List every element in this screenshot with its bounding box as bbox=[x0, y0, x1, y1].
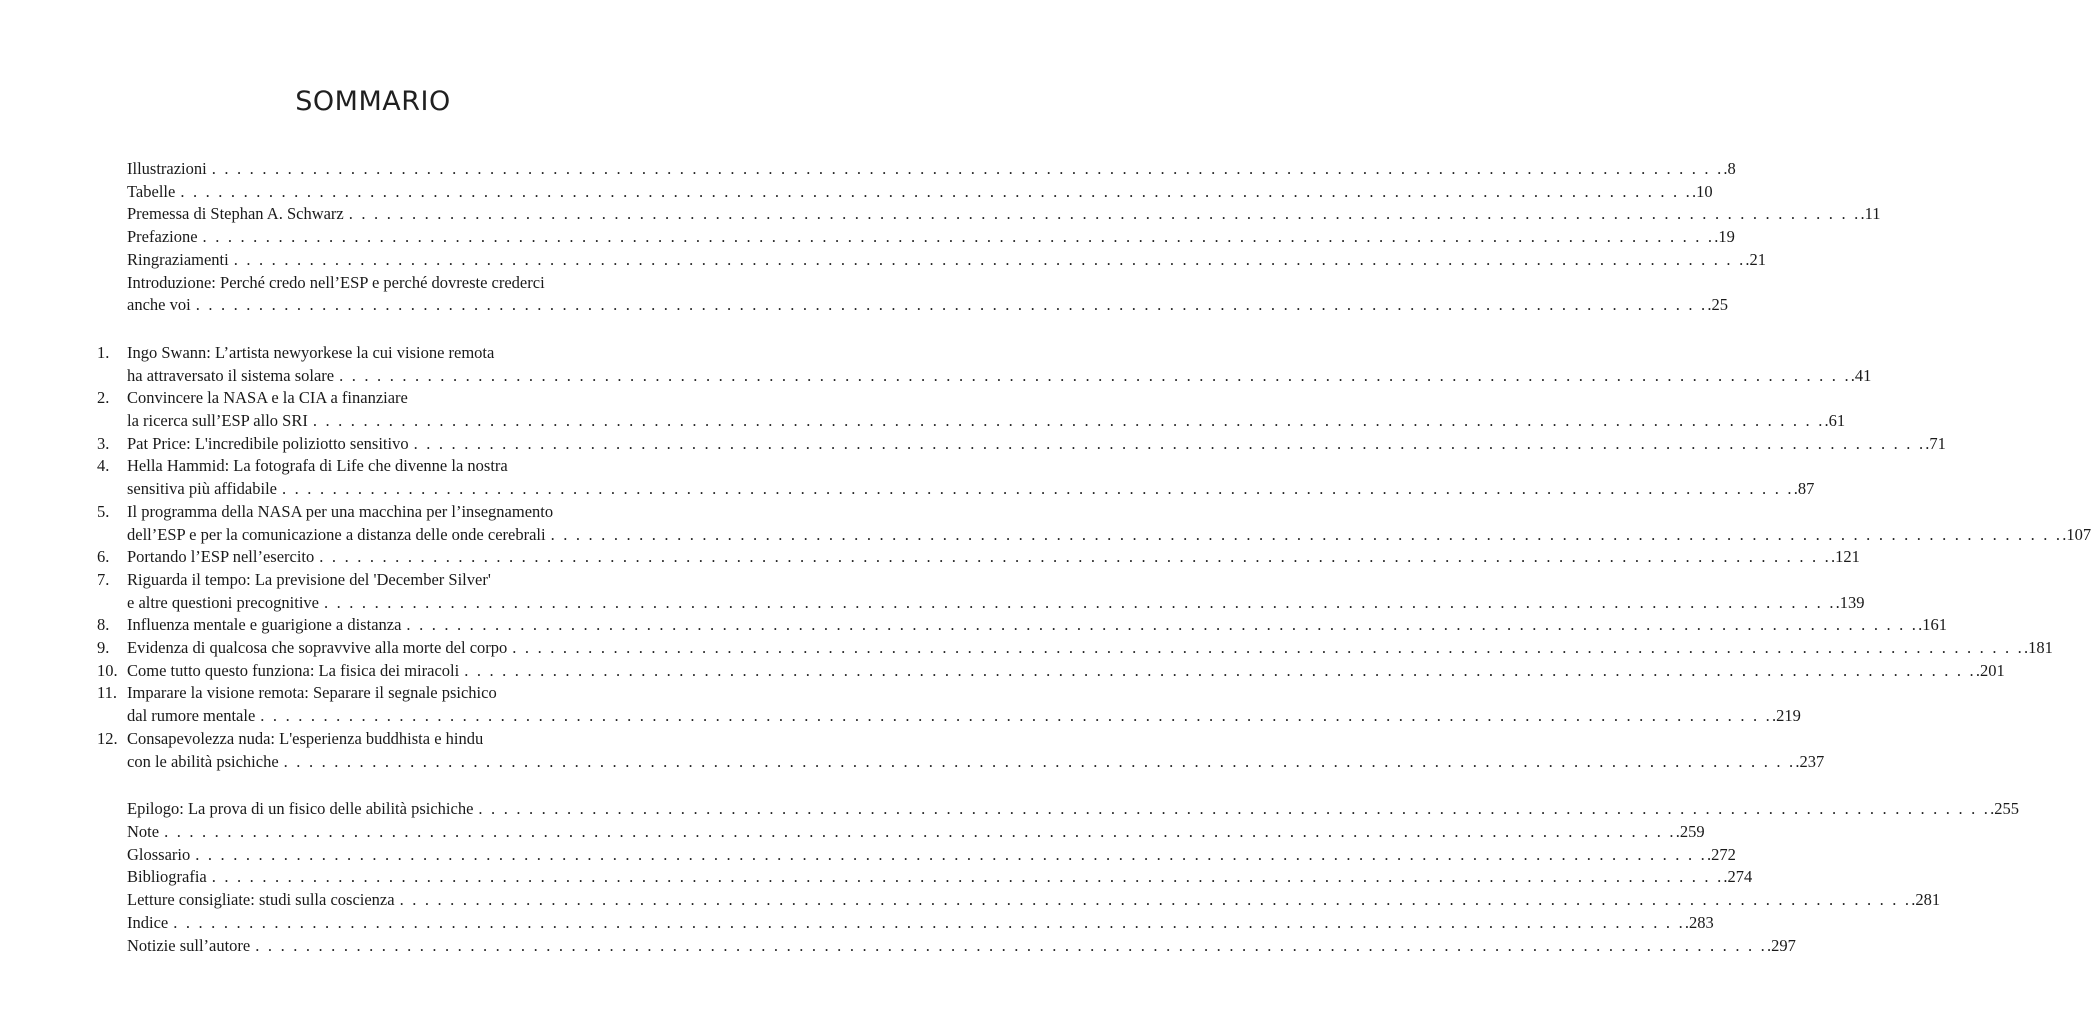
entry-line bbox=[127, 614, 1947, 637]
chapters-section bbox=[0, 342, 2091, 773]
toc-entry bbox=[127, 203, 1881, 226]
dot-leader: . . . . . . . . . . . . . . . . . . . . . . . . . . . . . . . . . . . . . . . . . . . . . . . . . . . . . . . . . . . . . . . . . . . . . . . . . . . . . . . . . . . . . . . . . . . . . . . . . . . . . . . . . . . . . . . . . . . . . . . . bbox=[282, 479, 1794, 499]
dot-leader: . . . . . . . . . . . . . . . . . . . . . . . . . . . . . . . . . . . . . . . . . . . . . . . . . . . . . . . . . . . . . . . . . . . . . . . . . . . . . . . . . . . . . . . . . . . . . . . . . . . . . . . . . . . . . . . . . . . . . . . . bbox=[164, 821, 1676, 841]
page-number: .107 bbox=[2062, 524, 2091, 544]
toc-entry bbox=[97, 501, 2091, 546]
entry-title-line: Portando l’ESP nell’esercito bbox=[127, 547, 315, 567]
entry-title-line: Premessa di Stephan A. Schwarz bbox=[127, 204, 344, 224]
page-number: .283 bbox=[1684, 912, 1714, 932]
entry-line bbox=[127, 935, 1796, 958]
toc-entry bbox=[127, 798, 2019, 821]
toc-entry bbox=[127, 272, 1728, 317]
toc-entry bbox=[127, 866, 1753, 889]
entry-line bbox=[127, 751, 1825, 774]
entry-title-line: Illustrazioni bbox=[127, 159, 207, 178]
page-number: .19 bbox=[1714, 227, 1735, 247]
page-title: SOMMARIO bbox=[295, 86, 451, 117]
page-number: .61 bbox=[1824, 411, 1846, 431]
entry-title-line: Ingo Swann: L’artista newyorkese la cui visione remota bbox=[127, 342, 495, 362]
page-number: .237 bbox=[1795, 751, 1825, 771]
chapter-number: 1. bbox=[97, 342, 110, 362]
section-spacer bbox=[0, 773, 707, 798]
page-number: .255 bbox=[1990, 799, 2019, 819]
entry-line bbox=[127, 866, 1753, 889]
entry-title-line: ha attraversato il sistema solare bbox=[127, 365, 335, 385]
entry-line bbox=[127, 365, 1872, 388]
entry-title-line: Hella Hammid: La fotografa di Life che divenne la nostra bbox=[127, 456, 508, 476]
toc-entry bbox=[97, 342, 1872, 387]
dot-leader: . . . . . . . . . . . . . . . . . . . . . . . . . . . . . . . . . . . . . . . . . . . . . . . . . . . . . . . . . . . . . . . . . . . . . . . . . . . . . . . . . . . . . . . . . . . . . . . . . . . . . . . . . . . . . . . . . . . . . . . . bbox=[202, 227, 1715, 247]
entry-line bbox=[127, 226, 1735, 249]
entry-title-line: Riguarda il tempo: La previsione del 'December Silver' bbox=[127, 569, 491, 589]
chapter-number: 6. bbox=[97, 547, 110, 567]
page-number: .274 bbox=[1723, 867, 1753, 887]
entry-line bbox=[127, 181, 1713, 204]
entry-line bbox=[127, 889, 1941, 912]
entry-title-line: Glossario bbox=[127, 844, 191, 864]
page-number: .11 bbox=[1860, 204, 1881, 224]
entry-title-line: Ringraziamenti bbox=[127, 249, 229, 269]
entry-title-line: Note bbox=[127, 821, 160, 841]
entry-line bbox=[127, 705, 1801, 728]
entry-line bbox=[127, 478, 1815, 501]
entry-line bbox=[127, 637, 2053, 660]
dot-leader: . . . . . . . . . . . . . . . . . . . . . . . . . . . . . . . . . . . . . . . . . . . . . . . . . . . . . . . . . . . . . . . . . . . . . . . . . . . . . . . . . . . . . . . . . . . . . . . . . . . . . . . . . . . . . . . . . . . . . . . . bbox=[339, 365, 1851, 385]
entry-title-line: Come tutto questo funziona: La fisica dei miracoli bbox=[127, 660, 460, 680]
entry-line bbox=[127, 524, 2091, 547]
entry-title-line: e altre questioni precognitive bbox=[127, 592, 319, 612]
dot-leader: . . . . . . . . . . . . . . . . . . . . . . . . . . . . . . . . . . . . . . . . . . . . . . . . . . . . . . . . . . . . . . . . . . . . . . . . . . . . . . . . . . . . . . . . . . . . . . . . . . . . . . . . . . . . . . . . . . . . . . . . bbox=[406, 615, 1919, 635]
entry-line bbox=[127, 203, 1881, 226]
toc-entry bbox=[97, 387, 1846, 432]
dot-leader: . . . . . . . . . . . . . . . . . . . . . . . . . . . . . . . . . . . . . . . . . . . . . . . . . . . . . . . . . . . . . . . . . . . . . . . . . . . . . . . . . . . . . . . . . . . . . . . . . . . . . . . . . . . . . . . . . . . . . . . . bbox=[464, 660, 1976, 680]
page-number: .281 bbox=[1911, 890, 1941, 910]
entry-line bbox=[127, 798, 2019, 821]
entry-line bbox=[127, 844, 1736, 867]
entry-title-line: dell’ESP e per la comunicazione a distanza delle onde cerebrali bbox=[127, 524, 546, 544]
dot-leader: . . . . . . . . . . . . . . . . . . . . . . . . . . . . . . . . . . . . . . . . . . . . . . . . . . . . . . . . . . . . . . . . . . . . . . . . . . . . . . . . . . . . . . . . . . . . . . . . . . . . . . . . . . . . . . . . . . . . . . . . bbox=[283, 751, 1796, 771]
dot-leader: . . . . . . . . . . . . . . . . . . . . . . . . . . . . . . . . . . . . . . . . . . . . . . . . . . . . . . . . . . . . . . . . . . . . . . . . . . . . . . . . . . . . . . . . . . . . . . . . . . . . . . . . . . . . . . . . . . . . . . . . bbox=[211, 867, 1724, 887]
entry-line bbox=[127, 912, 1714, 935]
table-of-contents bbox=[0, 158, 2091, 957]
dot-leader: . . . . . . . . . . . . . . . . . . . . . . . . . . . . . . . . . . . . . . . . . . . . . . . . . . . . . . . . . . . . . . . . . . . . . . . . . . . . . . . . . . . . . . . . . . . . . . . . . . . . . . . . . . . . . . . . . . . . . . . . bbox=[195, 844, 1707, 864]
page-number: .121 bbox=[1830, 547, 1860, 567]
entry-title-line: Consapevolezza nuda: L'esperienza buddhista e hindu bbox=[127, 728, 484, 748]
entry-title-line: Pat Price: L'incredibile poliziotto sensitivo bbox=[127, 433, 409, 453]
dot-leader: . . . . . . . . . . . . . . . . . . . . . . . . . . . . . . . . . . . . . . . . . . . . . . . . . . . . . . . . . . . . . . . . . . . . . . . . . . . . . . . . . . . . . . . . . . . . . . . . . . . . . . . . . . . . . . . . . . . . . . . . bbox=[180, 181, 1693, 201]
toc-entry bbox=[127, 844, 1736, 867]
toc-entry bbox=[127, 158, 1736, 181]
entry-title-line: Bibliografia bbox=[127, 867, 207, 887]
toc-entry bbox=[127, 912, 1714, 935]
dot-leader: . . . . . . . . . . . . . . . . . . . . . . . . . . . . . . . . . . . . . . . . . . . . . . . . . . . . . . . . . . . . . . . . . . . . . . . . . . . . . . . . . . . . . . . . . . . . . . . . . . . . . . . . . . . . . . . . . . . . . . . . bbox=[512, 638, 2024, 658]
page-number: .8 bbox=[1723, 159, 1736, 178]
entry-title-line: Evidenza di qualcosa che sopravvive alla morte del corpo bbox=[127, 638, 508, 658]
toc-entry bbox=[127, 249, 1767, 272]
page-number: .10 bbox=[1692, 181, 1713, 201]
entry-line bbox=[127, 660, 2005, 683]
page-number: .25 bbox=[1707, 295, 1728, 315]
entry-line bbox=[127, 158, 1736, 181]
entry-line bbox=[127, 546, 1860, 569]
entry-title-line: sensitiva più affidabile bbox=[127, 479, 277, 499]
toc-entry bbox=[97, 682, 1801, 727]
entry-line bbox=[127, 249, 1767, 272]
toc-entry bbox=[97, 569, 1865, 614]
entry-title-line: Imparare la visione remota: Separare il segnale psichico bbox=[127, 683, 497, 703]
page-number: .201 bbox=[1975, 660, 2005, 680]
entry-title-line: dal rumore mentale bbox=[127, 706, 256, 726]
dot-leader: . . . . . . . . . . . . . . . . . . . . . . . . . . . . . . . . . . . . . . . . . . . . . . . . . . . . . . . . . . . . . . . . . . . . . . . . . . . . . . . . . . . . . . . . . . . . . . . . . . . . . . . . . . . . . . . . . . . . . . . . bbox=[319, 547, 1831, 567]
chapter-number: 8. bbox=[97, 615, 110, 635]
entry-title-line: Convincere la NASA e la CIA a finanziare bbox=[127, 388, 408, 408]
page-number: .71 bbox=[1925, 433, 1946, 453]
dot-leader: . . . . . . . . . . . . . . . . . . . . . . . . . . . . . . . . . . . . . . . . . . . . . . . . . . . . . . . . . . . . . . . . . . . . . . . . . . . . . . . . . . . . . . . . . . . . . . . . . . . . . . . . . . . . . . . . . . . . . . . . bbox=[312, 411, 1825, 431]
entry-title-line: Il programma della NASA per una macchina per l’insegnamento bbox=[127, 501, 554, 521]
section-spacer bbox=[0, 317, 707, 342]
entry-title-line: Letture consigliate: studi sulla coscienza bbox=[127, 890, 395, 910]
toc-entry bbox=[97, 433, 1946, 456]
toc-entry bbox=[97, 637, 2053, 660]
page-number: .161 bbox=[1918, 615, 1947, 635]
back-matter-section bbox=[0, 798, 2019, 957]
entry-line bbox=[127, 294, 1728, 317]
entry-line bbox=[127, 410, 1846, 433]
toc-entry bbox=[97, 728, 1825, 773]
dot-leader: . . . . . . . . . . . . . . . . . . . . . . . . . . . . . . . . . . . . . . . . . . . . . . . . . . . . . . . . . . . . . . . . . . . . . . . . . . . . . . . . . . . . . . . . . . . . . . . . . . . . . . . . . . . . . . . . . . . . . . . . bbox=[413, 433, 1926, 453]
entry-title-line: Tabelle bbox=[127, 181, 176, 201]
page-number: .21 bbox=[1745, 249, 1767, 269]
dot-leader: . . . . . . . . . . . . . . . . . . . . . . . . . . . . . . . . . . . . . . . . . . . . . . . . . . . . . . . . . . . . . . . . . . . . . . . . . . . . . . . . . . . . . . . . . . . . . . . . . . . . . . . . . . . . . . . . . . . . . . . . bbox=[399, 890, 1912, 910]
entry-title-line: Epilogo: La prova di un fisico delle abilità psichiche bbox=[127, 799, 474, 819]
chapter-number: 12. bbox=[97, 728, 118, 748]
toc-entry bbox=[97, 455, 1815, 500]
page-number: .297 bbox=[1766, 935, 1796, 955]
toc-entry bbox=[127, 935, 1796, 958]
page-number: .219 bbox=[1771, 706, 1801, 726]
dot-leader: . . . . . . . . . . . . . . . . . . . . . . . . . . . . . . . . . . . . . . . . . . . . . . . . . . . . . . . . . . . . . . . . . . . . . . . . . . . . . . . . . . . . . . . . . . . . . . . . . . . . . . . . . . . . . . . . . . . . . . . . bbox=[211, 159, 1724, 178]
dot-leader: . . . . . . . . . . . . . . . . . . . . . . . . . . . . . . . . . . . . . . . . . . . . . . . . . . . . . . . . . . . . . . . . . . . . . . . . . . . . . . . . . . . . . . . . . . . . . . . . . . . . . . . . . . . . . . . . . . . . . . . . bbox=[323, 592, 1836, 612]
toc-entry bbox=[127, 181, 1713, 204]
dot-leader: . . . . . . . . . . . . . . . . . . . . . . . . . . . . . . . . . . . . . . . . . . . . . . . . . . . . . . . . . . . . . . . . . . . . . . . . . . . . . . . . . . . . . . . . . . . . . . . . . . . . . . . . . . . . . . . . . . . . . . . . bbox=[348, 204, 1861, 224]
dot-leader: . . . . . . . . . . . . . . . . . . . . . . . . . . . . . . . . . . . . . . . . . . . . . . . . . . . . . . . . . . . . . . . . . . . . . . . . . . . . . . . . . . . . . . . . . . . . . . . . . . . . . . . . . . . . . . . . . . . . . . . . bbox=[255, 935, 1767, 955]
dot-leader: . . . . . . . . . . . . . . . . . . . . . . . . . . . . . . . . . . . . . . . . . . . . . . . . . . . . . . . . . . . . . . . . . . . . . . . . . . . . . . . . . . . . . . . . . . . . . . . . . . . . . . . . . . . . . . . . . . . . . . . . bbox=[478, 799, 1991, 819]
page-number: .181 bbox=[2023, 638, 2053, 658]
entry-line bbox=[127, 433, 1946, 456]
page-number: .139 bbox=[1835, 592, 1865, 612]
page-number: .272 bbox=[1706, 844, 1736, 864]
entry-title-line: Notizie sull’autore bbox=[127, 935, 251, 955]
page-number: .87 bbox=[1793, 479, 1815, 499]
toc-entry bbox=[127, 821, 1705, 844]
chapter-number: 9. bbox=[97, 638, 110, 658]
entry-line bbox=[127, 592, 1865, 615]
entry-line bbox=[127, 821, 1705, 844]
entry-title-line: Prefazione bbox=[127, 227, 198, 247]
entry-title-line: Indice bbox=[127, 912, 169, 932]
chapter-number: 11. bbox=[97, 683, 118, 703]
chapter-number: 10. bbox=[97, 660, 118, 680]
toc-entry bbox=[127, 226, 1735, 249]
entry-title-line: anche voi bbox=[127, 295, 191, 315]
toc-entry bbox=[97, 546, 1860, 569]
dot-leader: . . . . . . . . . . . . . . . . . . . . . . . . . . . . . . . . . . . . . . . . . . . . . . . . . . . . . . . . . . . . . . . . . . . . . . . . . . . . . . . . . . . . . . . . . . . . . . . . . . . . . . . . . . . . . . . . . . . . . . . . bbox=[260, 706, 1772, 726]
dot-leader: . . . . . . . . . . . . . . . . . . . . . . . . . . . . . . . . . . . . . . . . . . . . . . . . . . . . . . . . . . . . . . . . . . . . . . . . . . . . . . . . . . . . . . . . . . . . . . . . . . . . . . . . . . . . . . . . . . . . . . . . bbox=[550, 524, 2063, 544]
dot-leader: . . . . . . . . . . . . . . . . . . . . . . . . . . . . . . . . . . . . . . . . . . . . . . . . . . . . . . . . . . . . . . . . . . . . . . . . . . . . . . . . . . . . . . . . . . . . . . . . . . . . . . . . . . . . . . . . . . . . . . . . bbox=[195, 295, 1708, 315]
chapter-number: 2. bbox=[97, 388, 110, 408]
page-number: .259 bbox=[1675, 821, 1705, 841]
toc-entry bbox=[127, 889, 1941, 912]
chapter-number: 5. bbox=[97, 501, 110, 521]
entry-title-line: la ricerca sull’ESP allo SRI bbox=[127, 411, 308, 431]
front-matter-section bbox=[0, 158, 1881, 317]
entry-title-line: Influenza mentale e guarigione a distanza bbox=[127, 615, 402, 635]
chapter-number: 4. bbox=[97, 456, 110, 476]
entry-title-line: con le abilità psichiche bbox=[127, 751, 279, 771]
chapter-number: 7. bbox=[97, 569, 110, 589]
dot-leader: . . . . . . . . . . . . . . . . . . . . . . . . . . . . . . . . . . . . . . . . . . . . . . . . . . . . . . . . . . . . . . . . . . . . . . . . . . . . . . . . . . . . . . . . . . . . . . . . . . . . . . . . . . . . . . . . . . . . . . . . bbox=[233, 249, 1746, 269]
page-number: .41 bbox=[1850, 365, 1872, 385]
toc-entry bbox=[97, 614, 1947, 637]
chapter-number: 3. bbox=[97, 433, 110, 453]
dot-leader: . . . . . . . . . . . . . . . . . . . . . . . . . . . . . . . . . . . . . . . . . . . . . . . . . . . . . . . . . . . . . . . . . . . . . . . . . . . . . . . . . . . . . . . . . . . . . . . . . . . . . . . . . . . . . . . . . . . . . . . . bbox=[173, 912, 1685, 932]
entry-title-line: Introduzione: Perché credo nell’ESP e perché dovreste crederci bbox=[127, 272, 545, 292]
toc-entry bbox=[97, 660, 2005, 683]
